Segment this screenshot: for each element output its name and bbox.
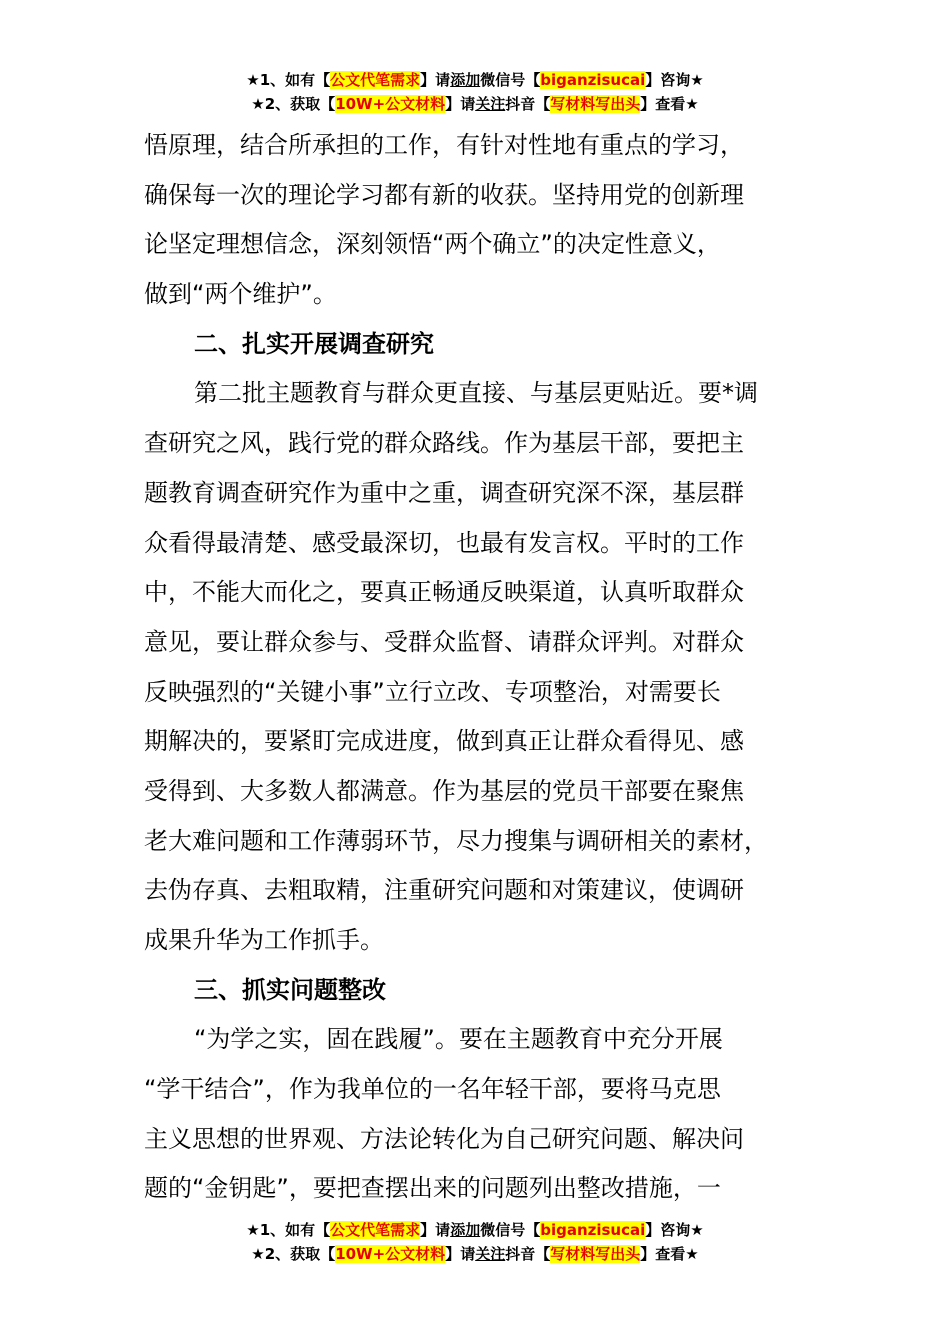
document-body bbox=[144, 121, 806, 1214]
body-line: 题的“金钥匙”，要把查摆出来的问题列出整改措施，一 bbox=[144, 1174, 721, 1203]
body-line: 去伪存真、去粗取精，注重研究问题和对策建议，使调研 bbox=[144, 876, 744, 905]
banner-highlight: biganzisucai bbox=[540, 1221, 646, 1239]
section-heading: 二、扎实开展调查研究 bbox=[194, 329, 434, 358]
body-line: “为学之实，固在践履”。要在主题教育中充分开展 bbox=[194, 1025, 723, 1054]
banner-text: 抖音【 bbox=[505, 95, 551, 113]
body-line: 确保每一次的理论学习都有新的收获。坚持用党的创新理 bbox=[144, 180, 744, 209]
banner-text: 】请 bbox=[420, 1221, 451, 1239]
banner-underlined: 关注 bbox=[475, 1245, 506, 1263]
banner-underlined: 关注 bbox=[475, 95, 506, 113]
body-line: 期解决的，要紧盯完成进度，做到真正让群众看得见、感 bbox=[144, 727, 744, 756]
banner-text: ★2、获取【 bbox=[251, 1245, 336, 1263]
bottom-banner bbox=[0, 1218, 950, 1266]
body-line: 受得到、大多数人都满意。作为基层的党员干部要在聚焦 bbox=[144, 776, 744, 805]
banner-highlight: biganzisucai bbox=[540, 71, 646, 89]
banner-underlined: 添加 bbox=[450, 71, 481, 89]
body-line: 老大难问题和工作薄弱环节，尽力搜集与调研相关的素材， bbox=[144, 826, 768, 855]
banner-highlight: 公文代笔需求 bbox=[330, 71, 421, 89]
banner-text: 】请 bbox=[445, 95, 476, 113]
body-line: 意见，要让群众参与、受群众监督、请群众评判。对群众 bbox=[144, 627, 744, 656]
body-line: 成果升华为工作抓手。 bbox=[144, 926, 384, 954]
banner-line-1 bbox=[0, 68, 950, 92]
body-line: 中，不能大而化之，要真正畅通反映渠道，认真听取群众 bbox=[144, 578, 744, 607]
body-line: 做到“两个维护”。 bbox=[144, 280, 337, 309]
banner-highlight: 10W+公文材料 bbox=[335, 95, 446, 113]
body-line: 题教育调查研究作为重中之重，调查研究深不深，基层群 bbox=[144, 478, 744, 507]
body-line: 主义思想的世界观、方法论转化为自己研究问题、解决问 bbox=[144, 1124, 744, 1153]
banner-text: 微信号【 bbox=[480, 71, 541, 89]
banner-text: 】咨询★ bbox=[645, 1221, 704, 1239]
body-line: 第二批主题教育与群众更直接、与基层更贴近。要*调 bbox=[194, 379, 758, 408]
banner-underlined: 添加 bbox=[450, 1221, 481, 1239]
banner-text: 微信号【 bbox=[480, 1221, 541, 1239]
banner-text: 】查看★ bbox=[640, 95, 699, 113]
banner-text: ★1、如有【 bbox=[246, 71, 331, 89]
section-heading: 三、抓实问题整改 bbox=[194, 975, 386, 1004]
banner-highlight: 写材料写出头 bbox=[550, 1245, 641, 1263]
banner-text: ★1、如有【 bbox=[246, 1221, 331, 1239]
body-line: “学干结合”，作为我单位的一名年轻干部，要将马克思 bbox=[144, 1075, 721, 1104]
body-line: 论坚定理想信念，深刻领悟“两个确立”的决定性意义， bbox=[144, 230, 721, 259]
banner-line-2 bbox=[0, 92, 950, 116]
body-line: 反映强烈的“关键小事”立行立改、专项整治，对需要长 bbox=[144, 677, 721, 706]
banner-text: ★2、获取【 bbox=[251, 95, 336, 113]
banner-text: 】咨询★ bbox=[645, 71, 704, 89]
top-banner bbox=[0, 68, 950, 116]
banner-text: 抖音【 bbox=[505, 1245, 551, 1263]
banner-line-1 bbox=[0, 1218, 950, 1242]
banner-text: 】请 bbox=[445, 1245, 476, 1263]
banner-highlight: 公文代笔需求 bbox=[330, 1221, 421, 1239]
banner-highlight: 10W+公文材料 bbox=[335, 1245, 446, 1263]
body-line: 众看得最清楚、感受最深切，也最有发言权。平时的工作 bbox=[144, 528, 744, 557]
body-line: 悟原理，结合所承担的工作，有针对性地有重点的学习， bbox=[144, 131, 744, 159]
banner-highlight: 写材料写出头 bbox=[550, 95, 641, 113]
banner-text: 】请 bbox=[420, 71, 451, 89]
banner-text: 】查看★ bbox=[640, 1245, 699, 1263]
banner-line-2 bbox=[0, 1242, 950, 1266]
body-line: 查研究之风，践行党的群众路线。作为基层干部，要把主 bbox=[144, 429, 744, 458]
